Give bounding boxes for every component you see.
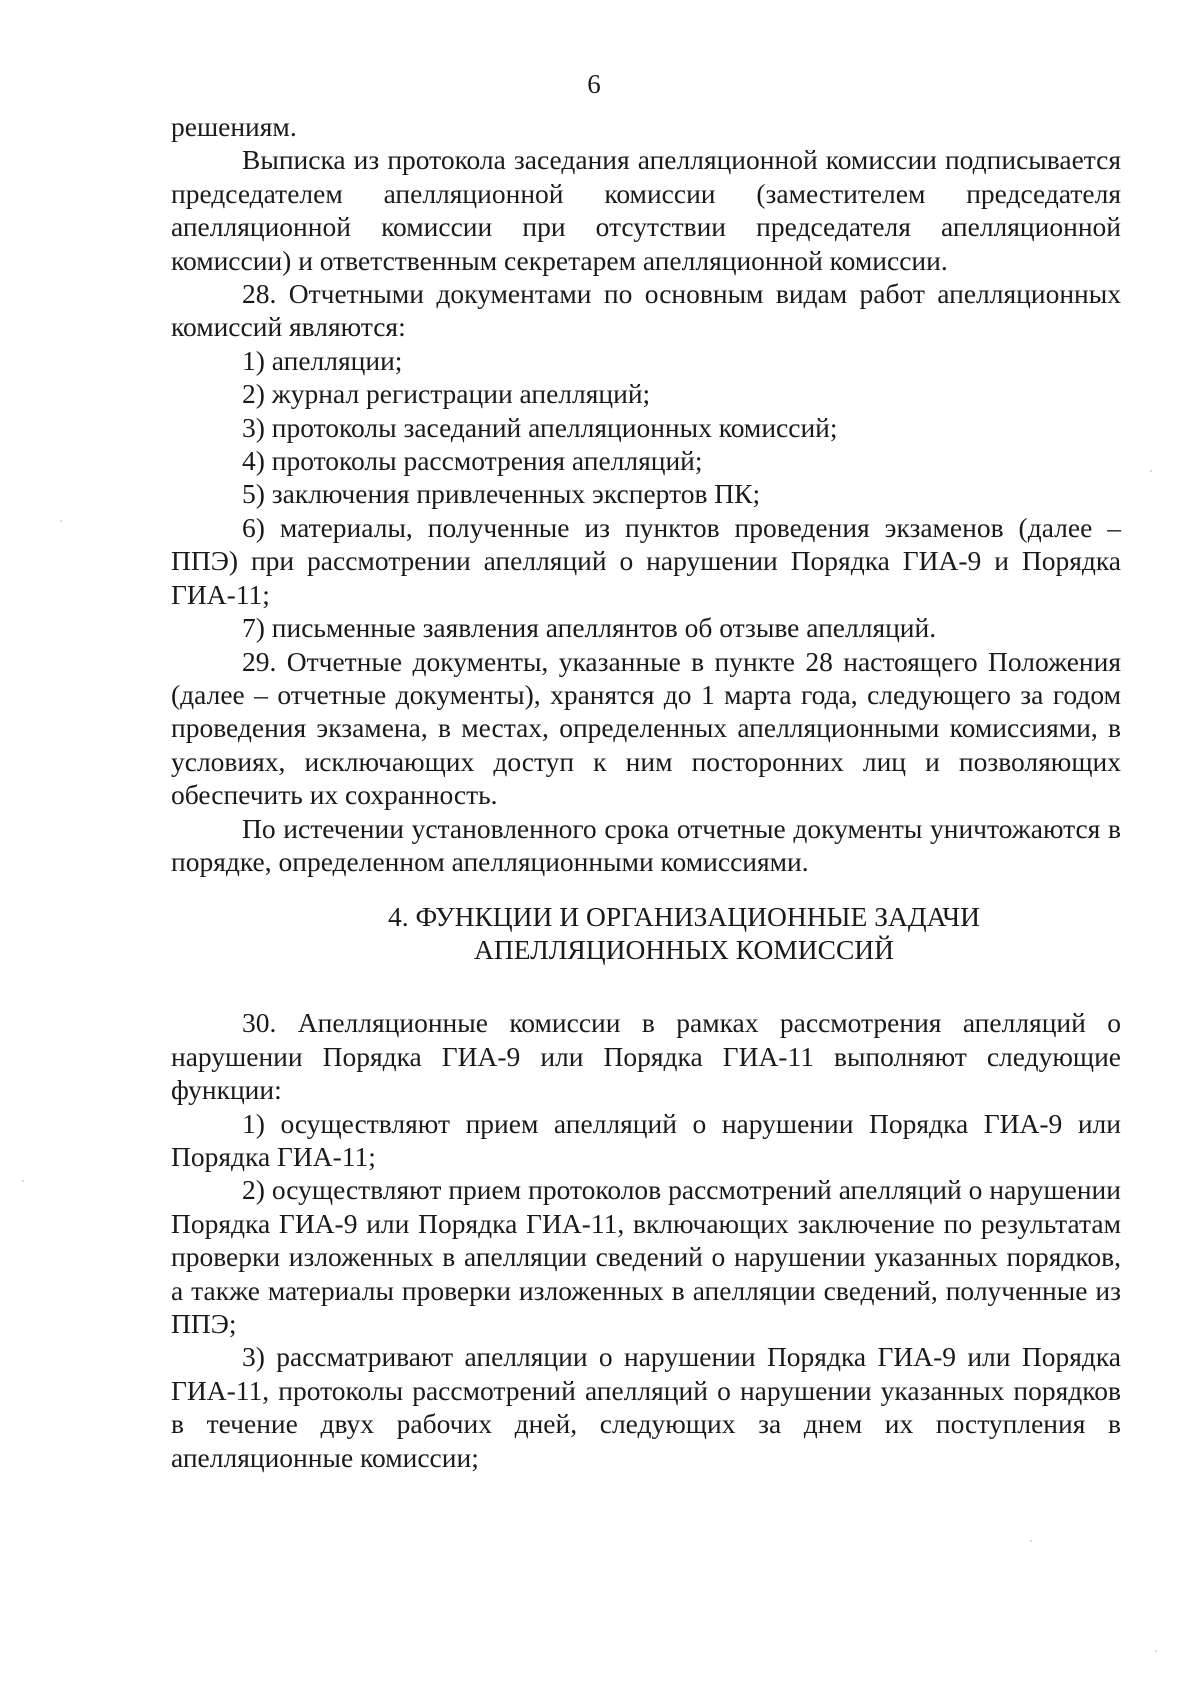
list-item-30-2: 2) осуществляют прием протоколов рассмотрений апелляций о нарушении Порядка ГИА-9 или Порядка ГИА-11, включающих заключение по результатам проверки изложенных в апелляции сведений о нарушении указанных порядков, а также материалы проверки изложенных в апелляции сведений, полученные из ППЭ; <box>171 1174 1121 1339</box>
paragraph-30-intro: 30. Апелляционные комиссии в рамках рассмотрения апелляций о нарушении Порядка ГИА-9 или Порядка ГИА-11 выполняют следующие функции: <box>171 1007 1121 1106</box>
scan-speck <box>1030 1540 1032 1542</box>
list-item-28-7: 7) письменные заявления апеллянтов об отзыве апелляций. <box>242 612 937 644</box>
section-heading-line1: 4. ФУНКЦИИ И ОРГАНИЗАЦИОННЫЕ ЗАДАЧИ <box>387 901 981 933</box>
section-heading-line2: АПЕЛЛЯЦИОННЫХ КОМИССИЙ <box>473 934 895 966</box>
page-number: 6 <box>587 69 601 99</box>
list-item-28-2: 2) журнал регистрации апелляций; <box>242 378 651 410</box>
paragraph-28-intro: 28. Отчетными документами по основным видам работ апелляционных комиссий являются: <box>171 278 1121 343</box>
list-item-28-3: 3) протоколы заседаний апелляционных комиссий; <box>242 411 838 443</box>
heading-spacer <box>171 966 1121 1006</box>
list-item-28-4: 4) протоколы рассмотрения апелляций; <box>242 445 703 477</box>
list-item-30-3: 3) рассматривают апелляции о нарушении Порядка ГИА-9 или Порядка ГИА-11, протоколы рассмотрений апелляций о нарушении указанных порядков в течение двух рабочих дней, следующих за днем их поступления в апелляционные комиссии; <box>171 1341 1121 1473</box>
scan-speck <box>1150 470 1152 472</box>
paragraph-destruction: По истечении установленного срока отчетные документы уничтожаются в порядке, определенном апелляционными комиссиями. <box>171 812 1121 877</box>
scan-speck <box>60 520 62 522</box>
list-item-28-6: 6) материалы, полученные из пунктов проведения экзаменов (далее – ППЭ) при рассмотрении апелляций о нарушении Порядка ГИА-9 и Порядка ГИА-11; <box>171 511 1121 610</box>
section-heading <box>171 900 1121 966</box>
list-item-30-1: 1) осуществляют прием апелляций о нарушении Порядка ГИА-9 или Порядка ГИА-11; <box>171 1107 1121 1172</box>
paragraph-29: 29. Отчетные документы, указанные в пункте 28 настоящего Положения (далее – отчетные документы), хранятся до 1 марта года, следующего за годом проведения экзамена, в местах, определенных апелляционными комиссиями, в условиях, исключающих доступ к ним посторонних лиц и позволяющих обеспечить их сохранность. <box>171 645 1121 811</box>
scan-speck <box>22 1180 24 1182</box>
scan-speck <box>1155 1650 1157 1652</box>
document-body <box>171 110 1121 1474</box>
list-item-28-1: 1) апелляции; <box>242 344 403 376</box>
paragraph-continuation: решениям. <box>171 111 297 142</box>
paragraph-extract-signing: Выписка из протокола заседания апелляционной комиссии подписывается председателем апелляционной комиссии (заместителем председателя апелляционной комиссии при отсутствии председателя апелляционной комиссии) и ответственным секретарем апелляционной комиссии. <box>171 144 1121 276</box>
list-item-28-5: 5) заключения привлеченных экспертов ПК; <box>242 478 761 510</box>
